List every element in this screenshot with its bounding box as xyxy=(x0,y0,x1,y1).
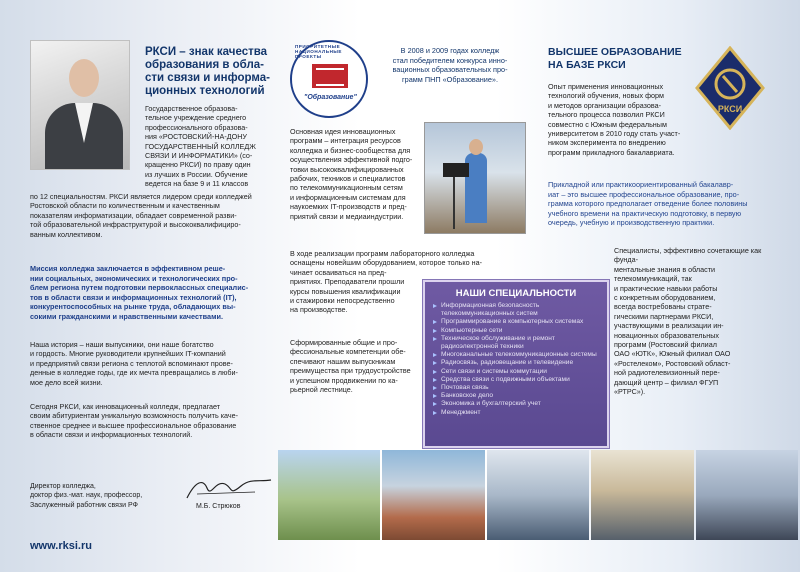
list-item: Менеджмент xyxy=(433,409,599,417)
stadium-photo xyxy=(382,450,484,540)
list-item: Банковское дело xyxy=(433,392,599,400)
labs-text: В ходе реализации программ лабораторного колледжа оснащены новейшим оборудованием, которое только на- чинает осваиваться на пред- приятиях. Преподаватели прошли курсы повышения квалификации и стажировки непосредственно на производстве. xyxy=(290,249,483,315)
signer-title: Директор колледжа, доктор физ.-мат. наук, профессор, Заслуженный работник связи РФ xyxy=(30,483,143,509)
intro-text: Государственное образова- тельное учреждение среднего профессионального образова- ния «РОСТОВСКИЙ-НА-ДОНУ ГОСУДАРСТВЕННЫЙ КОЛЛЕДЖ СВЯЗИ И ИНФОРМАТИКИ» (со- кращенно РКСИ) по праву один из лучших в России. Обучение ведется на базе 9 и 11 классов xyxy=(145,104,256,189)
list-item: Техническое обслуживание и ремонт радиоэлектронной техники xyxy=(433,335,599,351)
left-heading: РКСИ – знак качества образования в обла- сти связи и информа- ционных технологий xyxy=(145,46,270,97)
list-item: Радиосвязь, радиовещание и телевидение xyxy=(433,359,599,367)
book-icon xyxy=(312,64,348,88)
specialties-title: НАШИ СПЕЦИАЛЬНОСТИ xyxy=(455,288,577,299)
innovation-text: Опыт применения инновационных технологий обучения, новых форм и методов организации образова- тельного процесса позволил РКСИ совместно с Южным федеральным университетом в 2010 году стать участ- ником эксперимента по внедрению программ прикладного бакалавриата. xyxy=(548,82,681,157)
emblem-label: РКСИ xyxy=(717,104,743,114)
photo-strip xyxy=(278,450,798,540)
cameraman-photo xyxy=(424,122,526,234)
specialties-box xyxy=(423,280,609,448)
bachelor-text: Прикладной или практикоориентированный бакалавр- иат – это высшее профессиональное образование, про- грамма которого предполагает отведение более половины учебного времени на практическую подготовку, в первую очередь, учебную и производственную практики. xyxy=(548,180,748,228)
history-text: Наша история – наши выпускники, они наше богатство и гордость. Многие руководители крупнейших IT-компаний и предприятий связи региона с теплотой вспоминают прове- денные в колледже годы, где их мечта превращались в люби- мое дело всей жизни. xyxy=(30,340,238,387)
computer-lab-photo xyxy=(487,450,589,540)
director-photo xyxy=(30,40,130,170)
intro-continued: по 12 специальностям. РКСИ является лидером среди колледжей Ростовской области по количественным и качественным показателям информатизации, обладает современной разви- той образовательной инфраструктурой и высококвалифициро- ванным коллективом. xyxy=(30,192,252,239)
winner-text: В 2008 и 2009 годах колледж стал победителем конкурса инно- вационных образовательных про- грамм ПНП «Образование». xyxy=(392,46,508,84)
signer-name: М.Б. Стрюков xyxy=(196,503,241,510)
specialists-text: Специалисты, эффективно сочетающие как фунда- ментальные знания в области телекоммуникаций, так и практические навыки работы с конкретным оборудованием, всегда востребованы страте- гическими партнерами РКСИ, участвующими в реализации ин- новационных образовательных программ (Ростовский филиал ОАО «ЮТК», Южный филиал ОАО «Ростелеком», Ростовский област- ной радиотелевизионный пере- дающий центр – филиал ФГУП «РТРС»). xyxy=(614,246,762,397)
list-item: Информационная безопасность телекоммуникационных систем xyxy=(433,302,599,318)
lecture-photo xyxy=(696,450,798,540)
list-item: Средства связи с подвижными объектами xyxy=(433,376,599,384)
idea-text: Основная идея инновационных программ – интеграция ресурсов колледжа и бизнес-сообщества для осуществления эффективной подго- товки высококвалифицированных рабочих, техников и специалистов по телекоммуникационным сетям и информационным системам для наукоемких IT-производств и пред- приятий связи и медиаиндустрии. xyxy=(290,127,413,221)
right-heading: ВЫСШЕЕ ОБРАЗОВАНИЕ НА БАЗЕ РКСИ xyxy=(548,46,682,71)
today-text: Сегодня РКСИ, как инновационный колледж, предлагает своим абитуриентам уникальную возможность получить каче- ственное среднее и высшее профессиональное образование в области связи и информационных технологий. xyxy=(30,402,238,440)
sports-photo xyxy=(278,450,380,540)
rksi-emblem xyxy=(695,46,765,130)
pnp-logo: ПРИОРИТЕТНЫЕ НАЦИОНАЛЬНЫЕ ПРОЕКТЫ "Образование" xyxy=(290,40,368,118)
mission-text: Миссия колледжа заключается в эффективном реше- нии социальных, экономических и технологических про- блем региона путем подготовки первоклассных специалис- тов в области связи и информационных технологий (IT), конкурентоспособных на рынке труда, обладающих вы- сокими гражданскими и нравственными качествами. xyxy=(30,264,249,321)
list-item: Программирование в компьютерных системах xyxy=(433,318,599,326)
website-link[interactable]: www.rksi.ru xyxy=(30,540,92,552)
list-item: Экономика и бухгалтерский учет xyxy=(433,400,599,408)
list-item: Компьютерные сети xyxy=(433,327,599,335)
competences-text: Сформированные общие и про- фессиональные компетенции обе- спечивают нашим выпускникам преимущества при трудоустройстве и успешном продвижении по ка- рьерной лестнице. xyxy=(290,338,411,395)
list-item: Многоканальные телекоммуникационные системы xyxy=(433,351,599,359)
classroom-photo xyxy=(591,450,693,540)
list-item: Почтовая связь xyxy=(433,384,599,392)
list-item: Сети связи и системы коммутации xyxy=(433,368,599,376)
signature xyxy=(185,474,273,504)
